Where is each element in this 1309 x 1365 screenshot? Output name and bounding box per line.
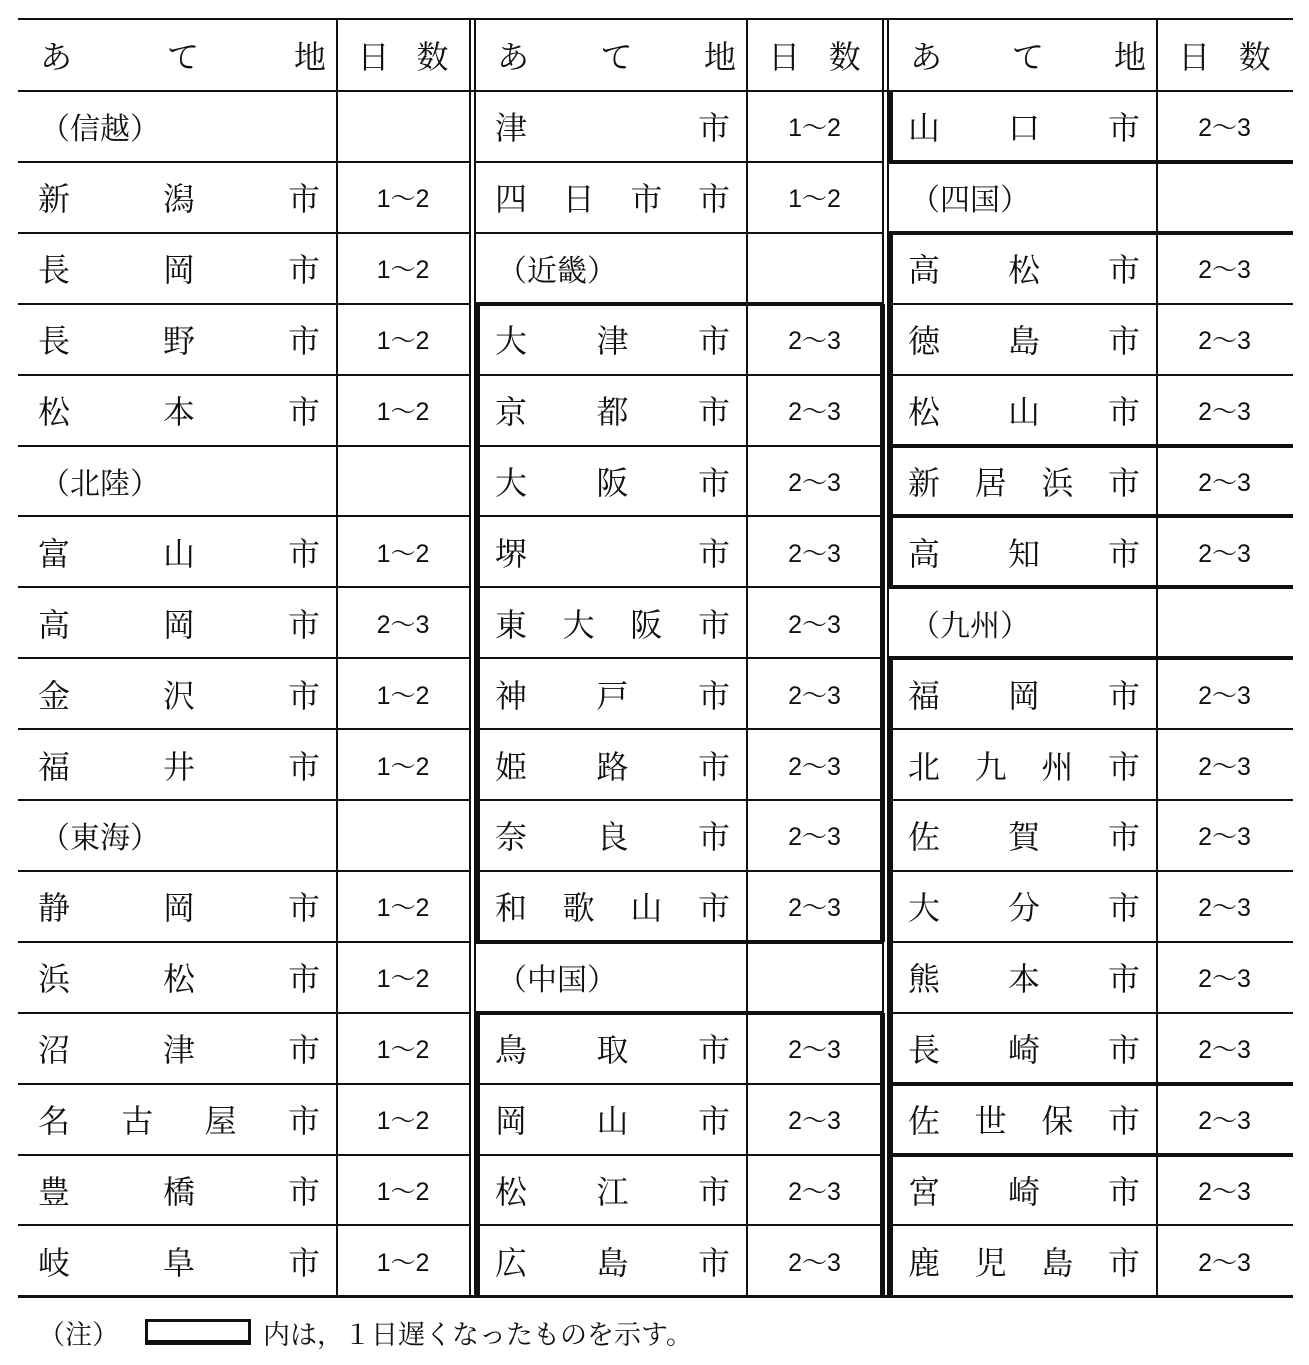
column-rule (746, 18, 748, 1296)
delay-border (888, 160, 1293, 164)
days-value (1156, 587, 1293, 658)
header-days: 日 数 (357, 37, 449, 76)
region-heading: （近畿） (497, 254, 617, 290)
delay-border (888, 656, 1293, 660)
delay-border (888, 233, 893, 588)
header-rule (18, 90, 1293, 92)
delay-border (888, 91, 893, 162)
city-name: 静 岡 市 (38, 889, 320, 928)
days-value: 1〜2 (376, 1248, 430, 1277)
delay-border (888, 1082, 1293, 1086)
days-value: 2〜3 (788, 468, 841, 497)
days-value: 2〜3 (1198, 114, 1251, 143)
city-name: 岐 阜 市 (38, 1243, 320, 1282)
days-value: 1〜2 (376, 327, 430, 356)
days-value: 2〜3 (788, 539, 841, 568)
header-destination: あ て 地 (40, 37, 326, 76)
header-days: 日 数 (768, 37, 861, 76)
days-value: 2〜3 (788, 1248, 841, 1277)
delivery-days-table (18, 18, 1293, 1296)
city-name: 高 岡 市 (38, 605, 320, 644)
city-name: 長 岡 市 (38, 251, 320, 290)
city-name: 京 都 市 (495, 393, 730, 432)
days-value (336, 91, 470, 162)
days-value: 2〜3 (1198, 681, 1251, 710)
city-name: 和 歌 山 市 (495, 889, 730, 928)
days-value: 1〜2 (376, 539, 430, 568)
days-value: 2〜3 (1198, 894, 1251, 923)
city-name: 岡 山 市 (495, 1102, 730, 1141)
column-rule (336, 18, 338, 1296)
city-name: 高 松 市 (908, 251, 1140, 290)
days-value: 2〜3 (788, 823, 841, 852)
days-value: 1〜2 (376, 1177, 430, 1206)
days-value: 1〜2 (376, 1036, 430, 1065)
days-value: 1〜2 (376, 1107, 430, 1136)
days-value: 2〜3 (788, 1107, 841, 1136)
city-name: 鳥 取 市 (495, 1031, 730, 1070)
header-days: 日 数 (1178, 37, 1271, 76)
city-name: 大 阪 市 (495, 463, 730, 502)
city-name: 姫 路 市 (495, 747, 730, 786)
delay-border (475, 302, 883, 306)
city-name: 金 沢 市 (38, 676, 320, 715)
city-name: 山 口 市 (908, 109, 1140, 148)
city-name: 高 知 市 (908, 534, 1140, 573)
days-value (336, 446, 470, 517)
days-value: 1〜2 (788, 114, 841, 143)
city-name: 沼 津 市 (38, 1031, 320, 1070)
days-value: 1〜2 (376, 894, 430, 923)
days-value (746, 233, 883, 304)
delay-border (475, 940, 883, 944)
days-value: 1〜2 (376, 681, 430, 710)
header-destination: あ て 地 (910, 37, 1146, 76)
city-name: 長 野 市 (38, 322, 320, 361)
days-value: 1〜2 (376, 185, 430, 214)
city-name: 新 居 浜 市 (908, 463, 1140, 502)
delay-border (888, 231, 1293, 235)
region-heading: （中国） (497, 963, 617, 999)
footnote (38, 1310, 693, 1354)
region-heading: （四国） (910, 183, 1030, 219)
delay-border (888, 444, 1293, 448)
city-name: 松 本 市 (38, 393, 320, 432)
header-destination: あ て 地 (497, 37, 736, 76)
group-divider (469, 18, 471, 1296)
city-name: 松 江 市 (495, 1172, 730, 1211)
city-name: 神 戸 市 (495, 676, 730, 715)
city-name: 浜 松 市 (38, 960, 320, 999)
days-value: 2〜3 (1198, 965, 1251, 994)
days-value: 2〜3 (1198, 327, 1251, 356)
days-value: 2〜3 (1198, 539, 1251, 568)
city-name: 熊 本 市 (908, 960, 1140, 999)
city-name: 津 市 (495, 109, 730, 148)
days-value: 2〜3 (788, 1177, 841, 1206)
city-name: 徳 島 市 (908, 322, 1140, 361)
days-value: 2〜3 (788, 610, 841, 639)
city-name: 佐 賀 市 (908, 818, 1140, 857)
footnote-text: 内は，１日遅くなったものを示す。 (263, 1319, 693, 1351)
delay-border (475, 1013, 480, 1297)
region-heading: （北陸） (40, 466, 160, 502)
days-value: 2〜3 (788, 894, 841, 923)
days-value: 1〜2 (376, 398, 430, 427)
days-value: 2〜3 (788, 1036, 841, 1065)
city-name: 豊 橋 市 (38, 1172, 320, 1211)
days-value: 2〜3 (376, 610, 430, 639)
days-value (746, 942, 883, 1013)
days-value: 2〜3 (1198, 256, 1251, 285)
city-name: 東 大 阪 市 (495, 605, 730, 644)
days-value: 1〜2 (376, 752, 430, 781)
region-heading: （東海） (40, 821, 160, 857)
days-value: 2〜3 (788, 681, 841, 710)
days-value: 2〜3 (1198, 752, 1251, 781)
days-value: 2〜3 (788, 398, 841, 427)
days-value: 2〜3 (1198, 1248, 1251, 1277)
days-value: 2〜3 (1198, 468, 1251, 497)
delay-border (475, 1011, 883, 1015)
city-name: 富 山 市 (38, 534, 320, 573)
days-value: 2〜3 (788, 752, 841, 781)
days-value: 2〜3 (1198, 823, 1251, 852)
city-name: 福 井 市 (38, 747, 320, 786)
city-name: 長 崎 市 (908, 1031, 1140, 1070)
city-name: 大 津 市 (495, 322, 730, 361)
days-value: 2〜3 (1198, 398, 1251, 427)
city-name: 新 潟 市 (38, 180, 320, 219)
delay-border (888, 514, 1293, 518)
city-name: 佐 世 保 市 (908, 1102, 1140, 1141)
days-value: 1〜2 (376, 256, 430, 285)
city-name: 北 九 州 市 (908, 747, 1140, 786)
top-rule (18, 18, 1293, 20)
days-value: 2〜3 (788, 327, 841, 356)
city-name: 堺 市 (495, 534, 730, 573)
city-name: 松 山 市 (908, 393, 1140, 432)
delay-border (880, 304, 885, 942)
region-heading: （九州） (910, 608, 1030, 644)
highlight-box-legend (145, 1319, 251, 1345)
days-value: 2〜3 (1198, 1107, 1251, 1136)
days-value: 1〜2 (376, 965, 430, 994)
footnote-prefix: （注） (38, 1319, 119, 1351)
delay-border (888, 585, 1293, 589)
city-name: 大 分 市 (908, 889, 1140, 928)
city-name: 宮 崎 市 (908, 1172, 1140, 1211)
days-value (336, 800, 470, 871)
city-name: 広 島 市 (495, 1243, 730, 1282)
delay-border (888, 658, 893, 1296)
delay-border (880, 1013, 885, 1297)
bottom-rule (18, 1295, 1293, 1298)
region-heading: （信越） (40, 112, 160, 148)
city-name: 福 岡 市 (908, 676, 1140, 715)
days-value: 1〜2 (788, 185, 841, 214)
days-value: 2〜3 (1198, 1177, 1251, 1206)
delay-border (888, 1153, 1293, 1157)
city-name: 名 古 屋 市 (38, 1102, 320, 1141)
days-value (1156, 162, 1293, 233)
days-value: 2〜3 (1198, 1036, 1251, 1065)
city-name: 奈 良 市 (495, 818, 730, 857)
delay-border (475, 304, 480, 942)
city-name: 鹿 児 島 市 (908, 1243, 1140, 1282)
city-name: 四 日 市 市 (495, 180, 730, 219)
